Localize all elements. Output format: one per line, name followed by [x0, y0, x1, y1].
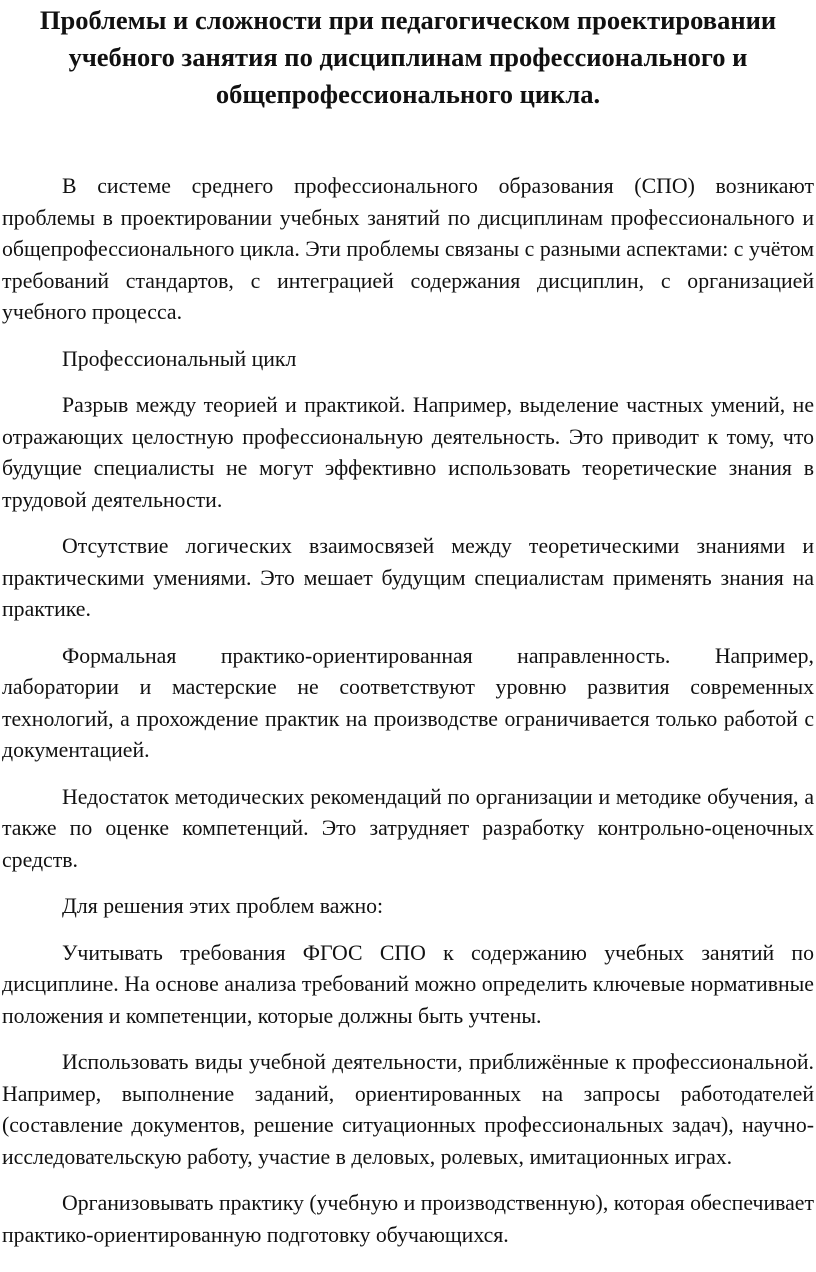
paragraph-section-heading: Профессиональный цикл: [62, 346, 297, 371]
paragraph-solutions-intro: Для решения этих проблем важно:: [62, 894, 384, 918]
paragraph-learning-activities: Использовать виды учебной деятельности, приближённые к профессиональной. Например, выполнение заданий, ориентированных на запросы работодателей (составление документов, решение ситуационных профессиональных задач), научно-исследовательскую работу, участие в деловых, ролевых, имитационных играх.: [2, 1050, 814, 1169]
paragraph-theory-practice-gap: Разрыв между теорией и практикой. Например, выделение частных умений, не отражающих целостную профессиональную деятельность. Это приводит к тому, что будущие специалисты не могут эффективно использовать теоретические знания в трудовой деятельности.: [2, 393, 814, 512]
paragraph-intro: В системе среднего профессионального образования (СПО) возникают проблемы в проектировании учебных занятий по дисциплинам профессионального и общепрофессионального цикла. Эти проблемы связаны с разными аспектами: с учётом требований стандартов, с интеграцией содержания дисциплин, с организацией учебного процесса.: [2, 174, 814, 324]
paragraph-missing-links: Отсутствие логических взаимосвязей между теоретическими знаниями и практическими умениями. Это мешает будущим специалистам применять знания на практике.: [2, 534, 814, 621]
paragraph-method-shortage: Недостаток методических рекомендаций по организации и методике обучения, а также по оценке компетенций. Это затрудняет разработку контрольно-оценочных средств.: [2, 784, 814, 872]
paragraph-fgos-requirements: Учитывать требования ФГОС СПО к содержанию учебных занятий по дисциплине. На основе анализа требований можно определить ключевые нормативные положения и компетенции, которые должны быть учтены.: [2, 940, 814, 1028]
paragraph-formal-orientation: Формальная практико-ориентированная направленность. Например, лаборатории и мастерские не соответствуют уровню развития современных технологий, а прохождение практик на производстве ограничивается только работой с документацией.: [2, 643, 814, 762]
document-body: [2, 171, 814, 1251]
paragraph-practice-organization: Организовывать практику (учебную и производственную), которая обеспечивает практико-ориентированную подготовку обучающихся.: [2, 1191, 814, 1247]
document-title: Проблемы и сложности при педагогическом проектировании учебного занятия по дисциплинам профессионального и общепрофессионального цикла.: [39, 5, 777, 109]
